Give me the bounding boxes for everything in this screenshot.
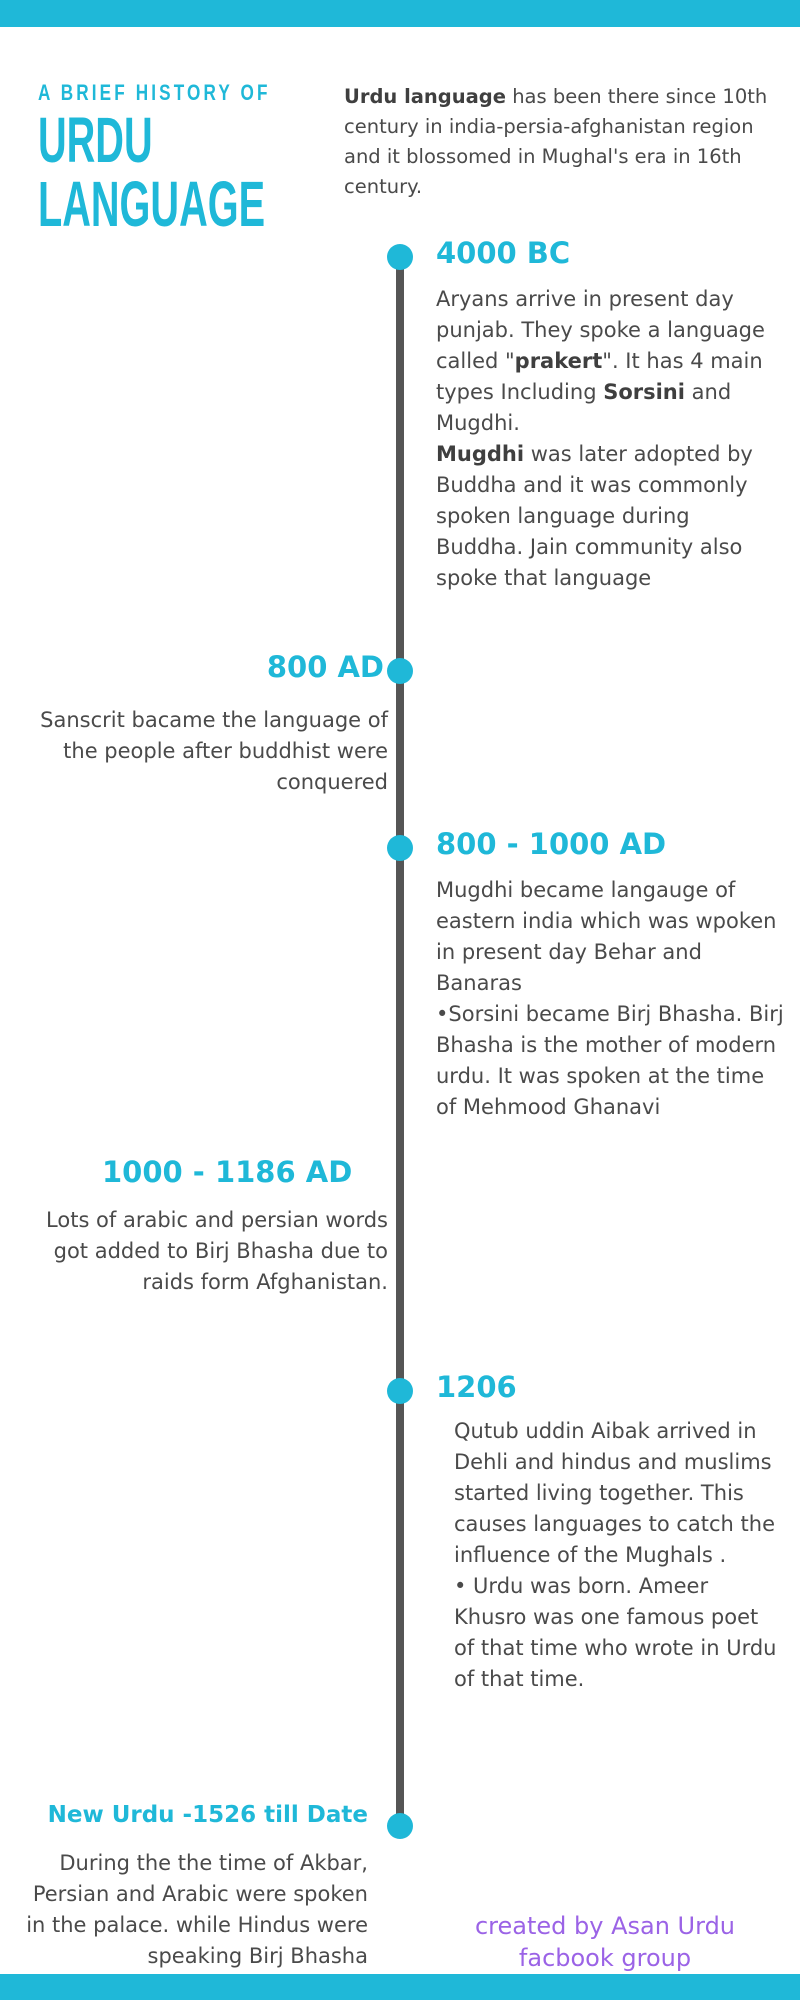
main-title-line-1: URDU bbox=[38, 104, 153, 176]
timeline-dot-new-urdu bbox=[387, 1813, 413, 1839]
event-text-4000bc-bold3: Mugdhi bbox=[436, 442, 525, 466]
event-date-new-urdu: New Urdu -1526 till Date bbox=[47, 1802, 368, 1828]
event-text-1206-para2: • Urdu was born. Ameer Khusro was one famous poet of that time who wrote in Urdu of that time. bbox=[454, 1574, 777, 1691]
title-kicker: A BRIEF HISTORY OF bbox=[38, 80, 271, 105]
event-text-1000-1186ad: Lots of arabic and persian words got added to Birj Bhasha due to raids form Afghanistan. bbox=[46, 1208, 388, 1294]
event-date-800ad: 800 AD bbox=[266, 650, 384, 684]
timeline-line bbox=[396, 256, 404, 1826]
timeline-dot-1206 bbox=[387, 1378, 413, 1404]
event-text-new-urdu: During the the time of Akbar, Persian and Arabic were spoken in the palace. while Hindus were speaking Birj Bhasha bbox=[26, 1851, 368, 1968]
credit-text bbox=[455, 1910, 755, 1974]
top-banner-bar bbox=[0, 0, 800, 27]
intro-rest: has been there since 10th century in india-persia-afghanistan region and it blossomed in Mughal's era in 16th century. bbox=[344, 85, 768, 198]
timeline-dot-800-1000ad bbox=[387, 835, 413, 861]
main-title-line-2: LANGUAGE bbox=[38, 168, 266, 240]
event-text-1206 bbox=[454, 1416, 784, 1695]
intro-paragraph bbox=[344, 82, 774, 202]
event-text-4000bc-part3: and Mugdhi. bbox=[436, 380, 732, 435]
timeline-dot-4000bc bbox=[387, 244, 413, 270]
event-text-800-1000ad-para2: •Sorsini became Birj Bhasha. Birj Bhasha is the mother of modern urdu. It was spoken at the time of Mehmood Ghanavi bbox=[436, 1002, 784, 1119]
event-text-800-1000ad bbox=[436, 875, 786, 1123]
event-text-800-1000ad-para1: Mugdhi became langauge of eastern india which was wpoken in present day Behar and Banaras bbox=[436, 878, 777, 995]
main-title bbox=[38, 104, 266, 240]
event-text-4000bc-part4: was later adopted by Buddha and it was commonly spoken language during Buddha. Jain community also spoke that language bbox=[436, 442, 753, 590]
event-date-1206: 1206 bbox=[436, 1370, 517, 1404]
timeline-dot-800ad bbox=[387, 658, 413, 684]
event-date-1000-1186ad: 1000 - 1186 AD bbox=[102, 1155, 353, 1189]
event-text-4000bc bbox=[436, 284, 776, 594]
credit-line-1: created by Asan Urdu bbox=[474, 1912, 736, 1940]
event-text-800ad: Sanscrit bacame the language of the people after buddhist were conquered bbox=[40, 708, 388, 794]
intro-bold: Urdu language bbox=[344, 85, 506, 108]
event-text-4000bc-bold1: prakert bbox=[514, 349, 603, 373]
event-date-4000bc: 4000 BC bbox=[436, 236, 571, 270]
event-text-4000bc-part1: Aryans arrive in present day punjab. They spoke a language called " bbox=[436, 287, 765, 373]
bottom-banner-bar bbox=[0, 1974, 800, 2000]
event-text-1206-para1: Qutub uddin Aibak arrived in Dehli and hindus and muslims started living together. This causes languages to catch the influence of the Mughals . bbox=[454, 1419, 775, 1567]
event-text-4000bc-part2: ". It has 4 main types Including bbox=[436, 349, 763, 404]
credit-line-2: facbook group bbox=[518, 1944, 692, 1972]
event-text-4000bc-bold2: Sorsini bbox=[603, 380, 685, 404]
event-date-800-1000ad: 800 - 1000 AD bbox=[436, 827, 667, 861]
